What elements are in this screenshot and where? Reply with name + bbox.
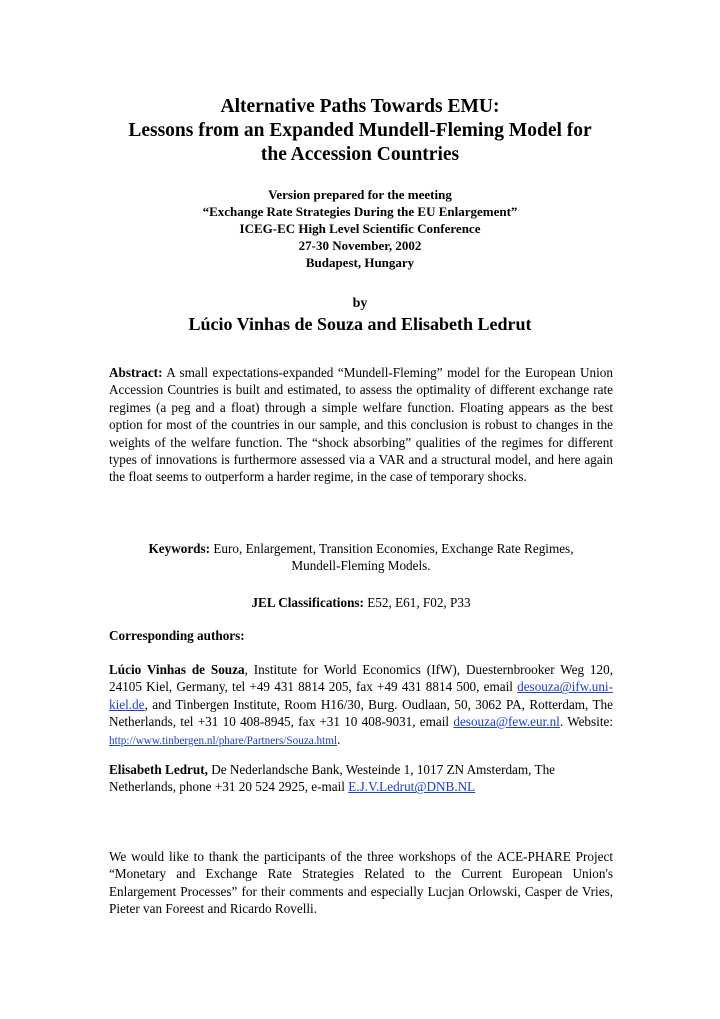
abstract-paragraph bbox=[109, 364, 613, 486]
keywords-label: Keywords: bbox=[148, 541, 211, 556]
souza-affiliation bbox=[109, 661, 613, 750]
ledrut-affiliation bbox=[109, 761, 613, 796]
keywords-line-1: Euro, Enlargement, Transition Economies, Exchange Rate Regimes, bbox=[210, 541, 574, 556]
souza-text-1: , Institute for World Economics (IfW), Duesternbrooker Weg 120, 24105 Kiel, Germany, tel +49 431 8814 205, fax +49 431 8814 500, email bbox=[109, 662, 613, 695]
by-label: by bbox=[352, 296, 368, 311]
souza-website-link[interactable]: http://www.tinbergen.nl/phare/Partners/Souza.html bbox=[109, 734, 338, 747]
souza-name: Lúcio Vinhas de Souza bbox=[109, 662, 245, 677]
title-line-1: Alternative Paths Towards EMU: bbox=[220, 96, 500, 117]
title-line-2: Lessons from an Expanded Mundell-Fleming Model for bbox=[128, 120, 592, 141]
souza-text-2: , and Tinbergen Institute, Room H16/30, Burg. Oudlaan, 50, 3062 PA, Rotterdam, The Netherlands, tel +31 10 408-8945, fax +31 10 408-9031, email bbox=[109, 696, 613, 730]
keywords-line-2: Mundell-Fleming Models. bbox=[291, 558, 431, 574]
paper-title bbox=[60, 95, 660, 167]
version-line-4: 27-30 November, 2002 bbox=[298, 238, 422, 253]
ledrut-name: Elisabeth Ledrut, bbox=[109, 762, 208, 777]
abstract-label: Abstract: bbox=[109, 365, 163, 380]
version-line-5: Budapest, Hungary bbox=[305, 255, 415, 270]
jel-paragraph bbox=[109, 594, 613, 611]
title-line-3: the Accession Countries bbox=[260, 144, 460, 165]
souza-email-link-2[interactable]: desouza@few.eur.nl bbox=[453, 714, 560, 730]
corresponding-heading bbox=[109, 627, 613, 644]
souza-text-4: . bbox=[337, 731, 341, 747]
jel-codes: E52, E61, F02, P33 bbox=[363, 595, 471, 610]
jel-label: JEL Classifications: bbox=[251, 595, 364, 610]
souza-text-3: . Website: bbox=[559, 714, 614, 730]
version-line-3: ICEG-EC High Level Scientific Conference bbox=[239, 221, 481, 236]
version-info bbox=[60, 186, 660, 271]
author-names: Lúcio Vinhas de Souza and Elisabeth Ledrut bbox=[188, 314, 532, 334]
ledrut-email-link[interactable]: E.J.V.Ledrut@DNB.NL bbox=[348, 779, 476, 795]
keywords-paragraph bbox=[109, 540, 613, 575]
version-line-1: Version prepared for the meeting bbox=[268, 187, 452, 202]
abstract-text: A small expectations-expanded “Mundell-Fleming” model for the European Union Accession Countries is built and estimated, to assess the optimality of different exchange rate regimes (a peg and a float) through a simple welfare function. Floating appears as the best option for most of the countries in our sample, and this conclusion is robust to changes in the weights of the welfare function. The “shock absorbing” qualities of the regimes for different types of innovations is furthermore assessed via a VAR and a structural model, and here again the float seems to outperform a harder regime, in the case of temporary shocks. bbox=[109, 365, 613, 485]
ledrut-text-1: De Nederlandsche Bank, Westeinde 1, 1017 ZN Amsterdam, The Netherlands, phone +31 20 524 2925, e-mail bbox=[109, 762, 556, 795]
corresponding-heading-text: Corresponding authors: bbox=[109, 628, 245, 643]
souza-email-link-1[interactable]: desouza@ifw.uni-kiel.de bbox=[109, 679, 613, 712]
version-line-2: “Exchange Rate Strategies During the EU Enlargement” bbox=[202, 204, 518, 219]
acknowledgements-paragraph: We would like to thank the participants of the three workshops of the ACE-PHARE Project “Monetary and Exchange Rate Strategies Related to the Current European Union's Enlargement Processes” for their comments and especially Lucjan Orlowski, Casper de Vries, Pieter van Foreest and Ricardo Rovelli. bbox=[109, 849, 613, 917]
